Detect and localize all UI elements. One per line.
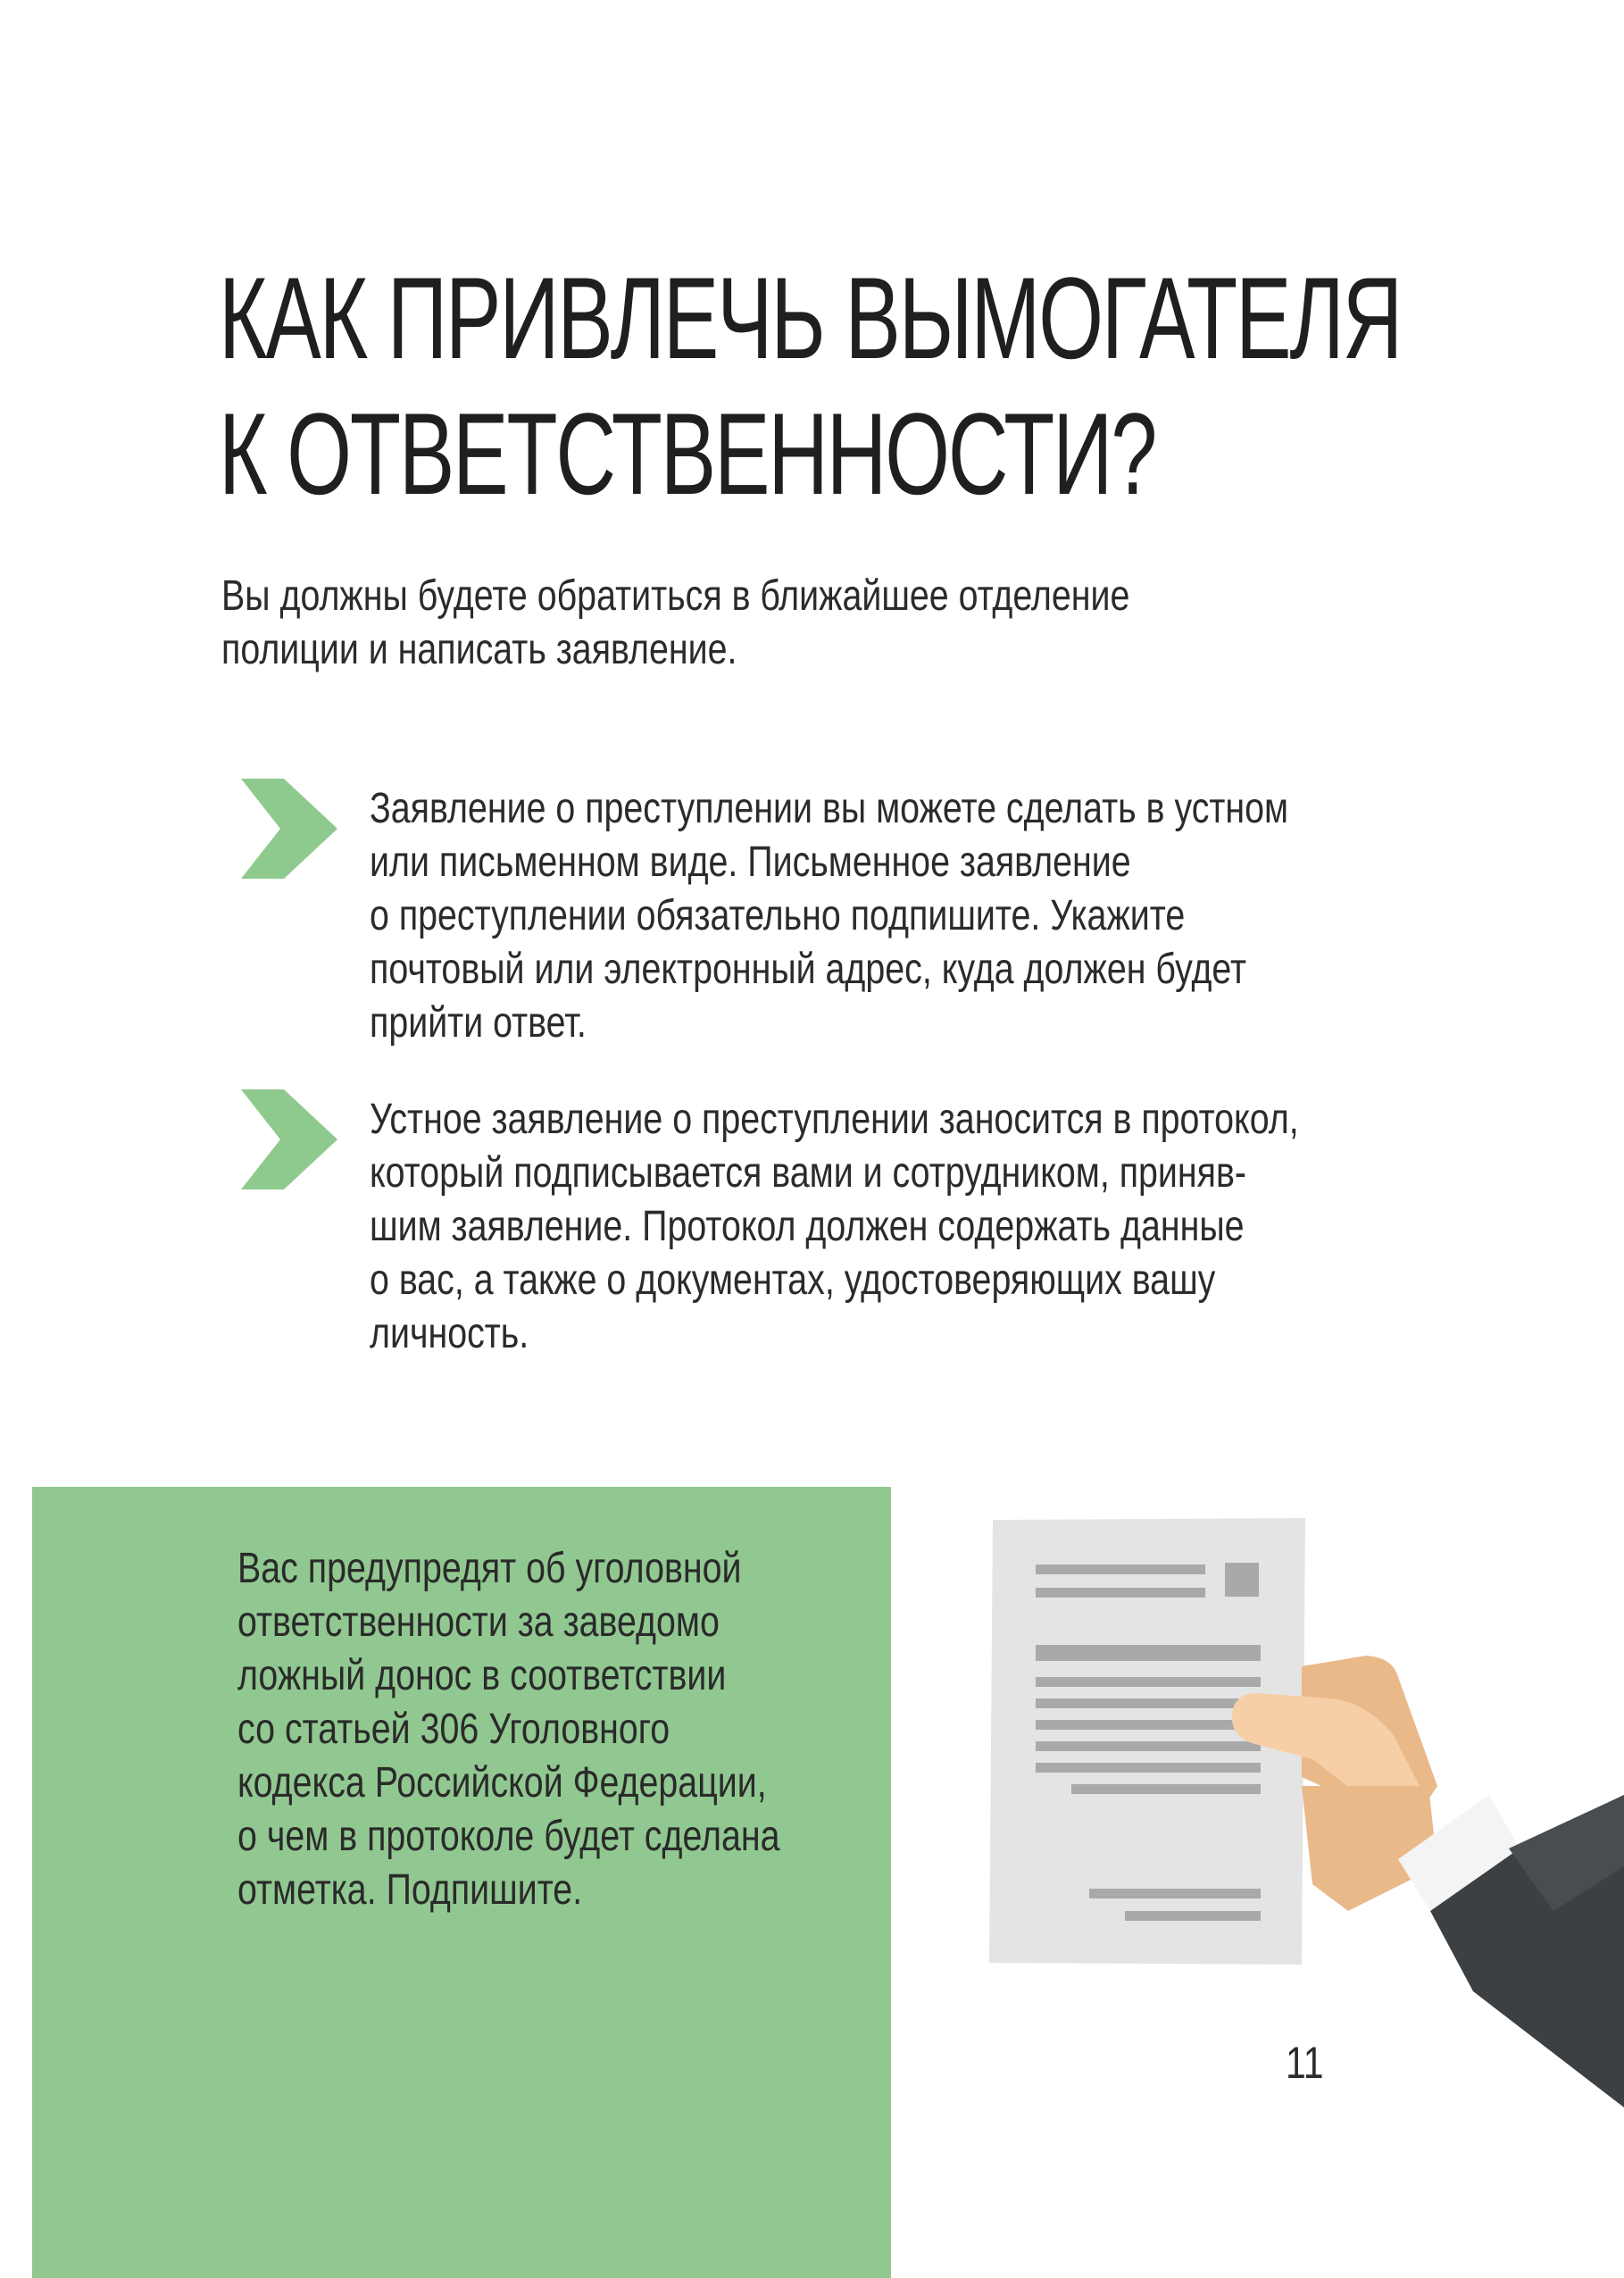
bullet-line: личность. <box>370 1310 529 1357</box>
page-number: 11 <box>1286 2038 1324 2088</box>
bullet-line: прийти ответ. <box>370 999 587 1047</box>
bullet-line: шим заявление. Протокол должен содержать данные <box>370 1203 1245 1250</box>
page-title-line-1: КАК ПРИВЛЕЧЬ ВЫМОГАТЕЛЯ <box>219 253 1402 383</box>
warning-box <box>32 1487 891 2278</box>
bullet-line: почтовый или электронный адрес, куда должен будет <box>370 946 1247 993</box>
sleeve <box>1398 1795 1624 2107</box>
warning-line: кодекса Российской Федерации, <box>237 1759 767 1807</box>
intro-paragraph <box>221 570 1246 677</box>
warning-line: со статьей 306 Уголовного <box>237 1706 670 1753</box>
warning-line: о чем в протоколе будет сделана <box>237 1813 780 1860</box>
hand-holding-document-icon <box>973 1491 1624 2116</box>
page-title-line-2: К ОТВЕТСТВЕННОСТИ? <box>219 388 1156 519</box>
intro-line-2: полиции и написать заявление. <box>221 626 737 673</box>
chevron-right-icon <box>241 779 337 879</box>
bullet-line: или письменном виде. Письменное заявление <box>370 839 1131 886</box>
warning-text <box>237 1542 970 1917</box>
bullet-text <box>370 1093 1468 1361</box>
bullet-line: который подписывается вами и сотрудником, приняв- <box>370 1149 1246 1197</box>
intro-line-1: Вы должны будете обратиться в ближайшее отделение <box>221 572 1130 620</box>
warning-line: ответственности за заведомо <box>237 1598 720 1646</box>
page-title <box>219 250 1402 522</box>
chevron-right-icon <box>241 1089 337 1189</box>
bullet-line: о вас, а также о документах, удостоверяющих вашу <box>370 1256 1216 1304</box>
warning-line: отметка. Подпишите. <box>237 1866 583 1914</box>
bullet-line: Устное заявление о преступлении заносится в протокол, <box>370 1096 1299 1143</box>
warning-line: Вас предупредят об уголовной <box>237 1545 742 1592</box>
warning-line: ложный донос в соответствии <box>237 1652 727 1699</box>
bullet-line: о преступлении обязательно подпишите. Укажите <box>370 892 1186 939</box>
bullet-text <box>370 782 1468 1050</box>
bullet-line: Заявление о преступлении вы можете сделать в устном <box>370 785 1289 832</box>
